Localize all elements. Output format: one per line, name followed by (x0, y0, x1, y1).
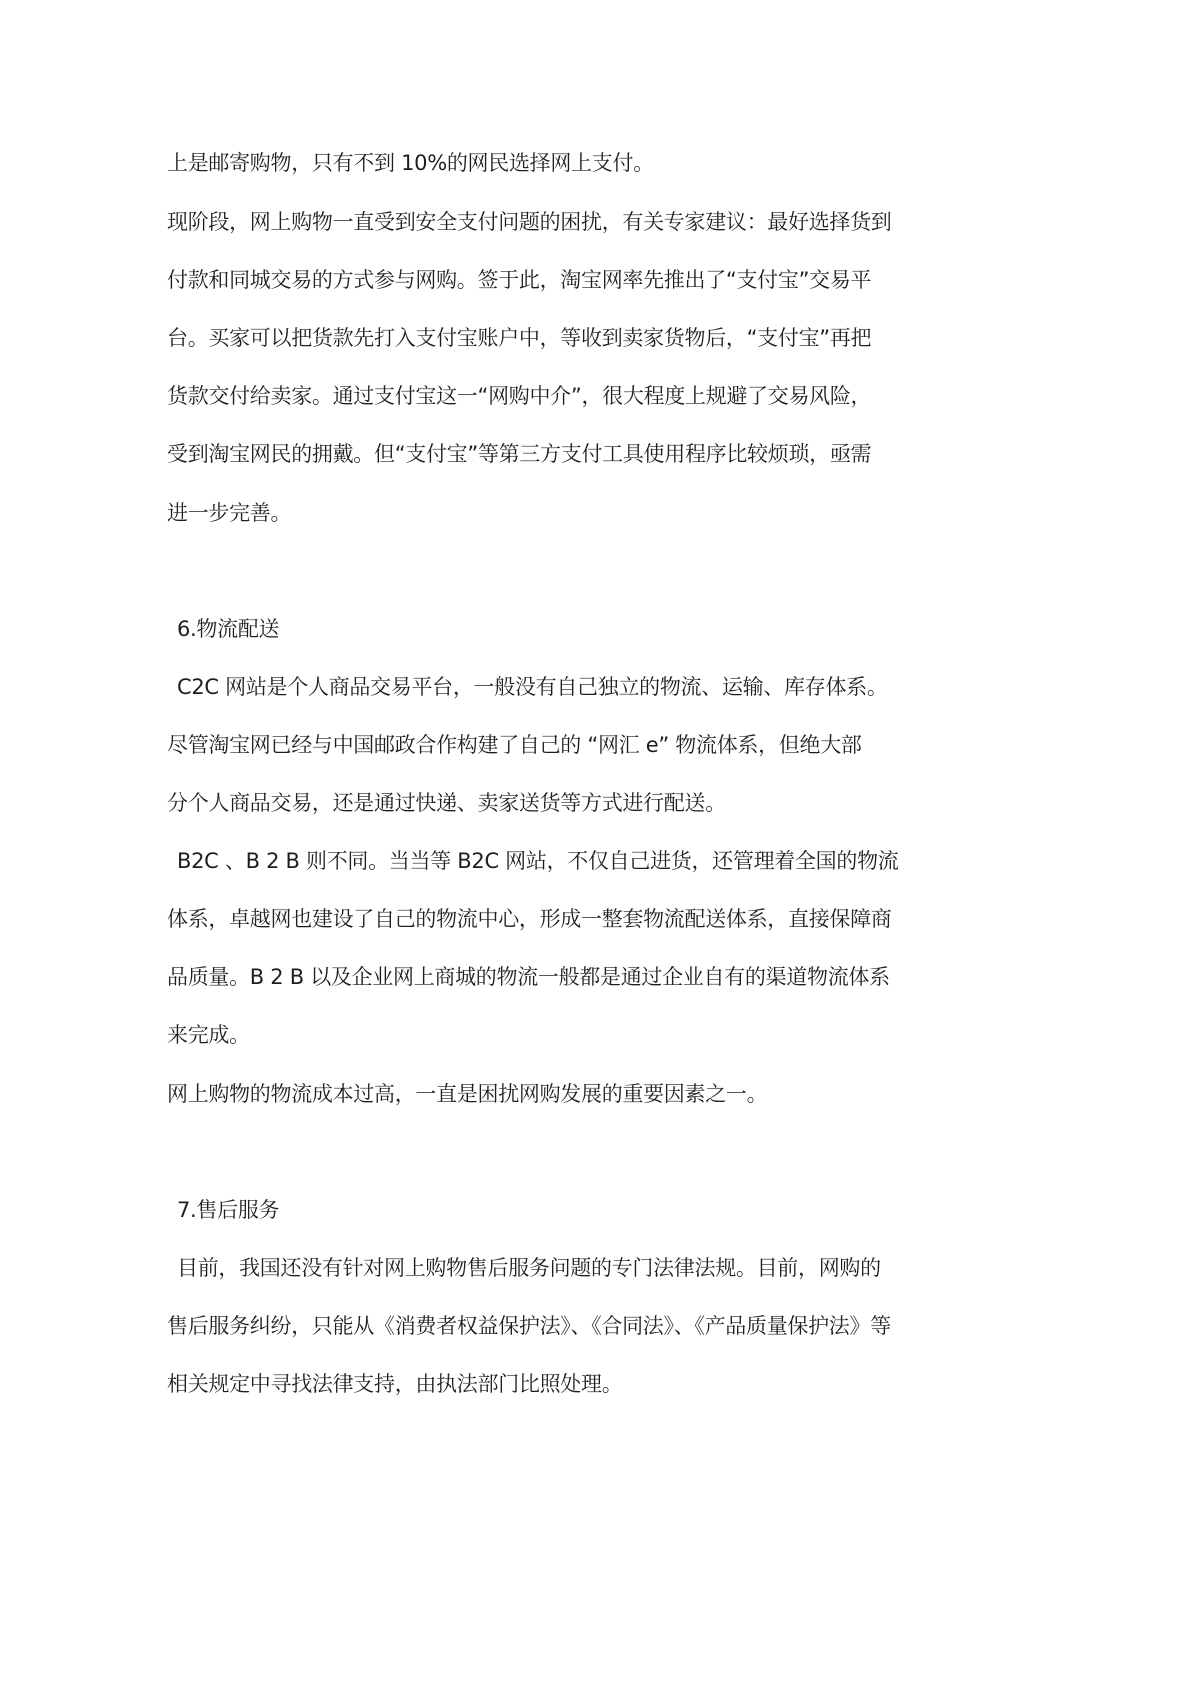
paragraph-line: 目前，我国还没有针对网上购物售后服务问题的专门法律法规。目前，网购的 (177, 1256, 881, 1280)
paragraph-line: C2C 网站是个人商品交易平台，一般没有自己独立的物流、运输、库存体系。 (177, 675, 888, 699)
paragraph-line: 上是邮寄购物，只有不到 10%的网民选择网上支付。 (167, 151, 654, 175)
paragraph-line: 付款和同城交易的方式参与网购。签于此，淘宝网率先推出了“支付宝”交易平 (167, 268, 872, 292)
paragraph-line: 分个人商品交易，还是通过快递、卖家送货等方式进行配送。 (167, 791, 726, 815)
paragraph-line: 体系，卓越网也建设了自己的物流中心，形成一整套物流配送体系，直接保障商 (167, 907, 892, 931)
paragraph-line: 品质量。B 2 B 以及企业网上商城的物流一般都是通过企业自有的渠道物流体系 (167, 965, 890, 989)
paragraph-line: 尽管淘宝网已经与中国邮政合作构建了自己的 “网汇 e” 物流体系，但绝大部 (167, 733, 862, 757)
paragraph-line: 相关规定中寻找法律支持，由执法部门比照处理。 (167, 1372, 623, 1396)
paragraph-line: 台。买家可以把货款先打入支付宝账户中，等收到卖家货物后，“支付宝”再把 (167, 326, 872, 350)
paragraph-line: 售后服务纠纷，只能从《消费者权益保护法》、《合同法》、《产品质量保护法》等 (167, 1314, 891, 1338)
paragraph-line: 进一步完善。 (167, 501, 292, 525)
paragraph-line: B2C 、B 2 B 则不同。当当等 B2C 网站，不仅自己进货，还管理着全国的物流 (177, 849, 899, 873)
paragraph-line: 货款交付给卖家。通过支付宝这一“网购中介”，很大程度上规避了交易风险， (167, 384, 872, 408)
paragraph-line: 网上购物的物流成本过高，一直是困扰网购发展的重要因素之一。 (167, 1082, 768, 1106)
section-heading: 7.售后服务 (177, 1198, 280, 1222)
paragraph-line: 受到淘宝网民的拥戴。但“支付宝”等第三方支付工具使用程序比较烦琐，亟需 (167, 442, 872, 466)
paragraph-line: 来完成。 (167, 1023, 250, 1047)
paragraph-line: 现阶段，网上购物一直受到安全支付问题的困扰，有关专家建议：最好选择货到 (167, 210, 892, 234)
section-heading: 6.物流配送 (177, 617, 280, 641)
